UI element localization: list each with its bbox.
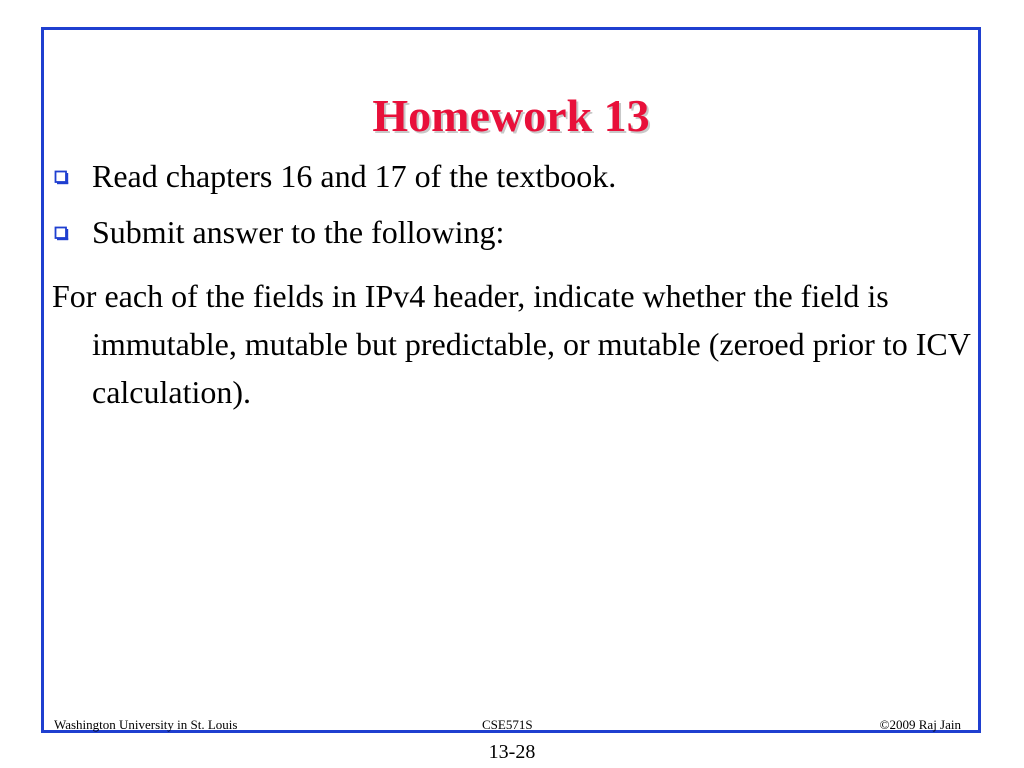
hollow-square-bullet-icon <box>54 226 69 241</box>
hollow-square-bullet-icon <box>54 170 69 185</box>
bullet-text: Read chapters 16 and 17 of the textbook. <box>92 158 617 194</box>
assignment-paragraph: For each of the fields in IPv4 header, indicate whether the field is immutable, mutable but predictable, or mutable (zeroed prior to ICV calculation). <box>52 278 971 410</box>
bullet-text: Submit answer to the following: <box>92 214 505 250</box>
footer-copyright: ©2009 Raj Jain <box>879 717 961 732</box>
page-number: 13-28 <box>488 741 536 763</box>
bullet-item <box>52 212 952 252</box>
slide-title: Homework 13 <box>372 90 650 141</box>
bullet-item <box>52 156 952 196</box>
bullet-list <box>52 156 952 268</box>
footer-course: CSE571S <box>482 717 533 732</box>
footer-institution: Washington University in St. Louis <box>54 717 238 732</box>
